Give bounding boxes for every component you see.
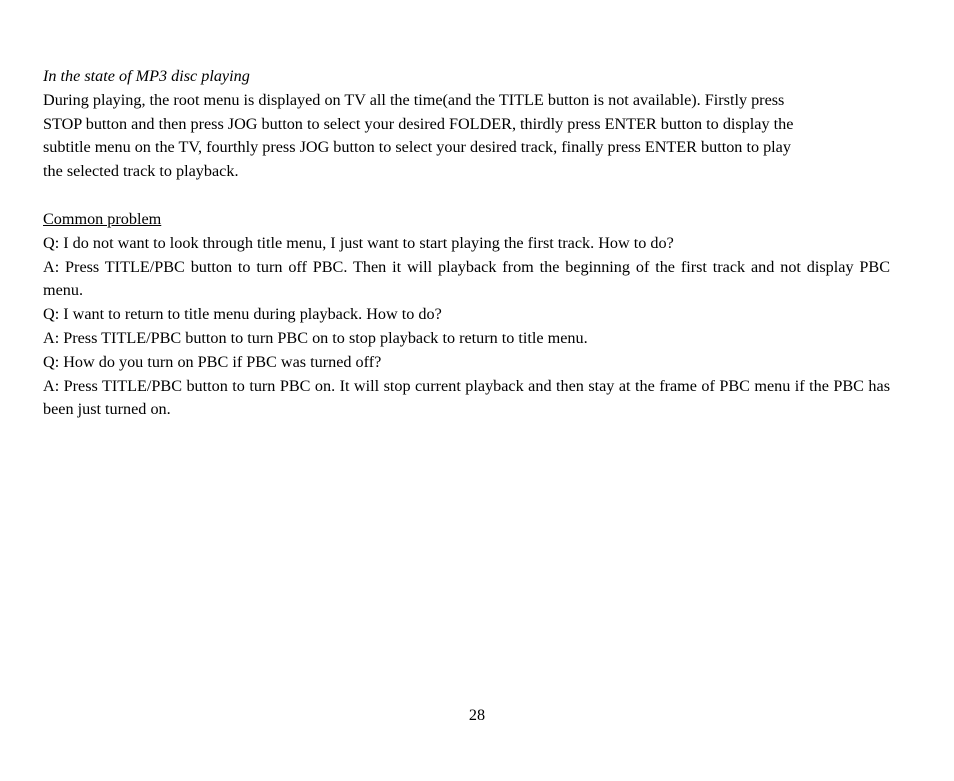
mp3-paragraph-line: STOP button and then press JOG button to select your desired FOLDER, thirdly press ENTER button to display the [43, 114, 794, 133]
question-1: Q: I do not want to look through title menu, I just want to start playing the first track. How to do? [43, 233, 674, 252]
mp3-section-paragraph [43, 89, 890, 184]
answer-2: A: Press TITLE/PBC button to turn PBC on to stop playback to return to title menu. [43, 328, 588, 347]
answer-1: A: Press TITLE/PBC button to turn off PBC. Then it will playback from the beginning of the first track and not display PBC menu. [43, 257, 890, 300]
mp3-paragraph-line: subtitle menu on the TV, fourthly press JOG button to select your desired track, finally press ENTER button to play [43, 138, 791, 157]
section-spacer [43, 184, 890, 208]
common-problem-heading: Common problem [43, 209, 162, 228]
question-3: Q: How do you turn on PBC if PBC was turned off? [43, 352, 382, 371]
mp3-section-heading: In the state of MP3 disc playing [43, 67, 250, 85]
answer-3: A: Press TITLE/PBC button to turn PBC on. It will stop current playback and then stay at the frame of PBC menu if the PBC has been just turned on. [43, 376, 890, 419]
question-2: Q: I want to return to title menu during playback. How to do? [43, 305, 442, 324]
mp3-paragraph-line: the selected track to playback. [43, 162, 239, 181]
mp3-paragraph-line: During playing, the root menu is displayed on TV all the time(and the TITLE button is not available). Firstly press [43, 90, 785, 109]
page-number: 28 [468, 706, 486, 724]
page-content [43, 65, 890, 422]
